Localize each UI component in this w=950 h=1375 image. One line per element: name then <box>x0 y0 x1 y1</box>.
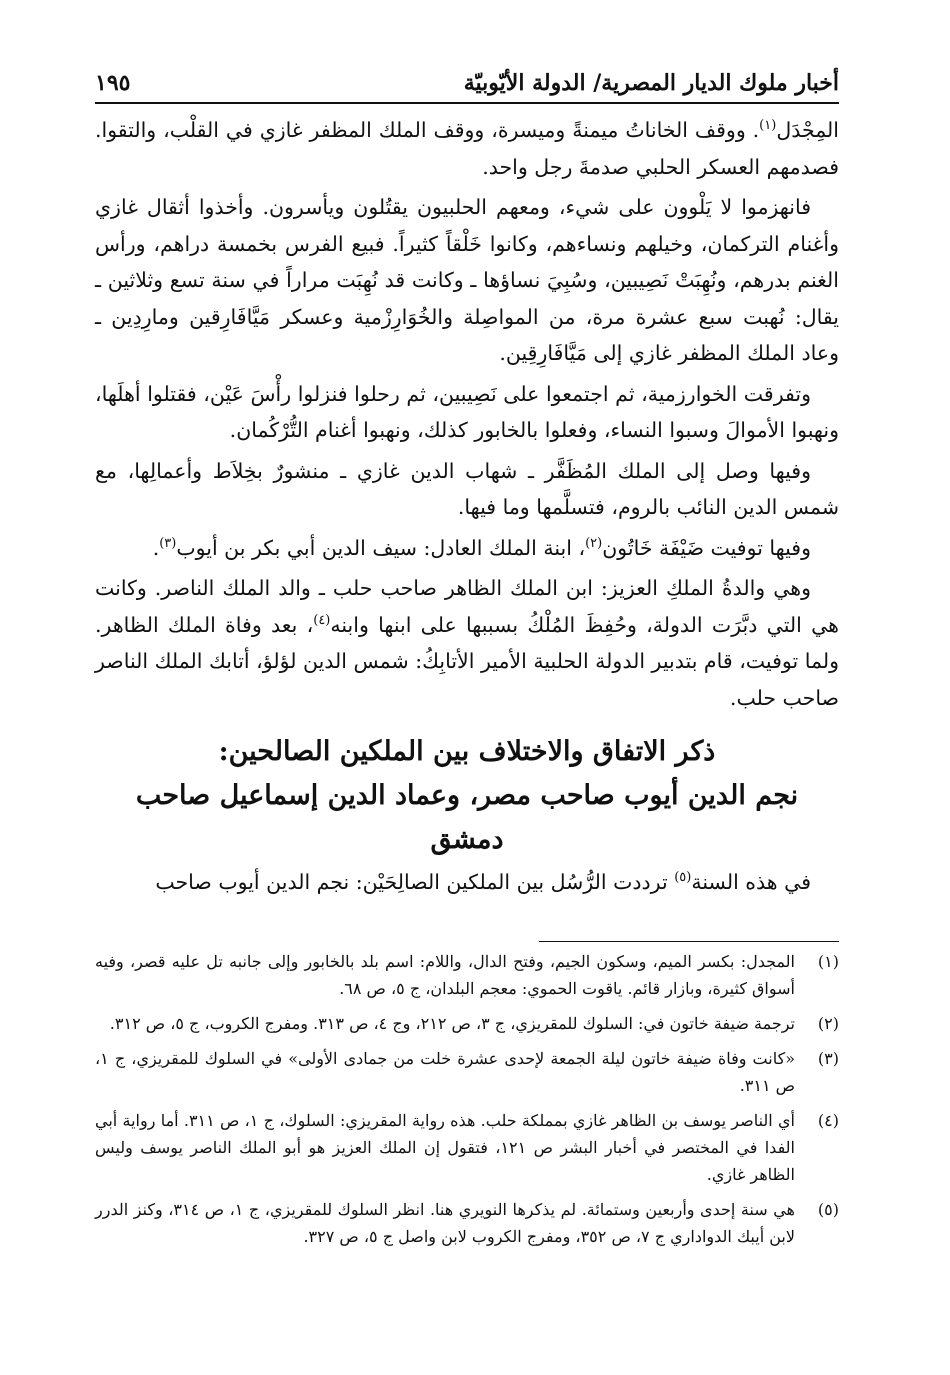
footnote-number: (٢) <box>817 1013 839 1033</box>
book-page <box>95 70 839 1258</box>
footnote-text: هي سنة إحدى وأربعين وستمائة. لم يذكرها النويري هنا. انظر السلوك للمقريزي، ج ١، ص ٣١٤، وكنز الدرر لابن أيبك الدواداري ج ٧، ص ٣٥٢، ومفرج الكروب لابن واصل ج ٥، ص ٣٢٧. <box>95 1199 795 1246</box>
footnote-reference[interactable]: (٤) <box>313 612 331 628</box>
main-text <box>95 112 839 901</box>
paragraph <box>95 112 839 185</box>
footnote-reference[interactable]: (٥) <box>674 870 692 886</box>
paragraph <box>95 189 839 372</box>
running-header <box>95 70 839 104</box>
footnote <box>95 1196 839 1250</box>
paragraph-text: فانهزموا لا يَلْوون على شيء، ومعهم الحلبيون يقتُلون ويأسرون. وأخذوا أثقال غازي وأغنام التركمان، وخيلهم ونساءهم، وكانوا خَلْقاً كثيراً. فبيع الفرس بخمسة دراهم، ورأس الغنم بدرهم، ونُهِبَتْ نَصِيبين، وسُبِيَ نساؤها ـ وكانت قد نُهِبَت مراراً في سنة تسع وثلاثين ـ يقال: نُهبت سبع عشرة مرة، من المواصِلة والخُوَارِزْمية وعسكر مَيَّافَارِقين ومارِدِين ـ وعاد الملك المظفر غازي إلى مَيَّافَارِقِين. <box>95 195 839 365</box>
page-number: ١٩٥ <box>95 70 131 96</box>
paragraph-text: . ووقف الخاناتُ ميمنةً وميسرة، ووقف الملك المظفر غازي في القلْب، والتقوا. فصدمهم العسكر الحلبي صدمةَ رجل واحد. <box>95 118 839 179</box>
running-title: أخبار ملوك الديار المصرية/ الدولة الأيّوبيّة <box>463 70 839 96</box>
footnote-reference[interactable]: (٢) <box>585 535 603 551</box>
footnote-separator <box>539 941 839 942</box>
section-heading-line-1: ذكر الاتفاق والاختلاف بين الملكين الصالحين: <box>218 736 716 767</box>
footnote <box>95 1010 839 1037</box>
footnote <box>95 1107 839 1188</box>
last-paragraph <box>95 864 839 901</box>
paragraph-text: في هذه السنة <box>691 870 811 894</box>
paragraph <box>95 453 839 526</box>
paragraph <box>95 530 839 567</box>
footnote-number: (١) <box>817 951 839 971</box>
paragraph-text: المِجْدَل <box>776 118 839 142</box>
paragraph-text: وتفرقت الخوارزمية، ثم اجتمعوا على نَصِيبين، ثم رحلوا فنزلوا رأْسَ عَيْن، فقتلوا أهلَها، ونهبوا الأموالَ وسبوا النساء، وفعلوا بالخابور كذلك، ونهبوا أغنام التُّرْكُمان. <box>95 381 839 442</box>
footnote-reference[interactable]: (٣) <box>159 535 177 551</box>
footnote-text: ترجمة ضيفة خاتون في: السلوك للمقريزي، ج ٣، ص ٢١٢، وج ٤، ص ٣١٣. ومفرج الكروب، ج ٥، ص ٣١٢. <box>109 1013 795 1033</box>
paragraph-text: . <box>152 535 160 560</box>
paragraph <box>95 570 839 716</box>
paragraph-text: ترددت الرُّسُل بين الملكين الصالِحَيْن: نجم الدين أيوب صاحب <box>155 870 675 894</box>
footnote-text: أي الناصر يوسف بن الظاهر غازي بمملكة حلب. هذه رواية المقريزي: السلوك، ج ١، ص ٣١١. أما رواية أبي الفدا في المختصر في أخبار البشر ص ١٢١، فتقول إن الملك العزيز هو أبو الملك الناصر يوسف وليس الظاهر غازي. <box>95 1110 795 1184</box>
footnote-number: (٤) <box>817 1110 839 1130</box>
paragraph <box>95 864 839 901</box>
paragraph <box>95 376 839 449</box>
footnote-text: «كانت وفاة ضيفة خاتون ليلة الجمعة لإحدى عشرة خلت من جمادى الأولى» في السلوك للمقريزي، ج ١، ص ٣١١. <box>95 1048 795 1095</box>
footnote-number: (٥) <box>817 1199 839 1219</box>
footnote-number: (٣) <box>817 1048 839 1068</box>
paragraph-text: ، ابنة الملك العادل: سيف الدين أبي بكر بن أيوب <box>176 535 586 560</box>
paragraphs <box>95 112 839 716</box>
footnote-text: المجدل: بكسر الميم، وسكون الجيم، وفتح الدال، واللام: اسم بلد بالخابور وإلى جانبه تل عليه قصر، وفيه أسواق كثيرة، وبازار قائم. ياقوت الحموي: معجم البلدان، ج ٥، ص ٦٨. <box>95 951 795 998</box>
paragraph-text: وهي والدةُ الملكِ العزيز: ابن الملك الظاهر صاحب حلب ـ والد الملك الناصر. وكانت هي التي دبَّرَت الدولة، وحُفِظَ المُلْكُ بسببها على ابنها وابنه <box>95 576 839 637</box>
footnote-reference[interactable]: (١) <box>759 118 777 134</box>
paragraph-text: ، بعد وفاة الملك الظاهر. ولما توفيت، قام بتدبير الدولة الحلبية الأمير الأتابِكُ: شمس الدين لؤلؤ، أتابك الملك الناصر صاحب حلب. <box>95 612 839 710</box>
paragraph-text: وفيها توفيت ضَيْفَة خَاتُون <box>602 535 811 560</box>
section-heading-line-2: نجم الدين أيوب صاحب مصر، وعماد الدين إسماعيل صاحب دمشق <box>135 780 799 855</box>
footnote <box>95 948 839 1002</box>
paragraph-text: وفيها وصل إلى الملك المُظَفَّر ـ شهاب الدين غازي ـ منشورٌ بخِلاَط وأعمالِها، مع شمس الدين النائب بالروم، فتسلَّمها وما فيها. <box>95 458 839 519</box>
footnote <box>95 1045 839 1099</box>
section-heading <box>95 730 839 862</box>
footnotes <box>95 948 839 1250</box>
